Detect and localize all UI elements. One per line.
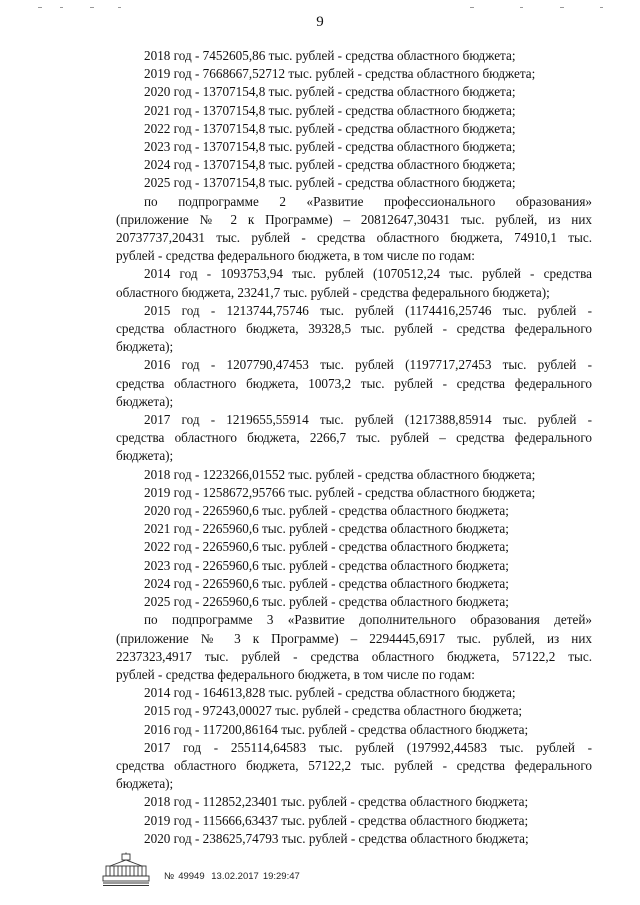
text-line: 2237323,4917 тыс. рублей - средства областного бюджета, 57122,2 тыс. — [116, 648, 592, 664]
text-line: 20737737,20431 тыс. рублей - средства областного бюджета, 74910,1 тыс. — [116, 230, 592, 246]
text-line: областного бюджета, 23241,7 тыс. рублей - средства федерального бюджета); — [116, 284, 550, 300]
text-line: 2017 год - 1219655,55914 тыс. рублей (1217388,85914 тыс. рублей - — [144, 412, 592, 428]
text-line: 2019 год - 1258672,95766 тыс. рублей - средства областного бюджета; — [144, 484, 536, 500]
text-line: 2019 год - 115666,63437 тыс. рублей - средства областного бюджета; — [144, 812, 529, 828]
text-line: бюджета); — [116, 776, 174, 792]
text-line: 2020 год - 2265960,6 тыс. рублей - средства областного бюджета; — [144, 503, 509, 519]
text-line: 2025 год - 2265960,6 тыс. рублей - средства областного бюджета; — [144, 594, 509, 610]
text-line: 2014 год - 164613,828 тыс. рублей - средства областного бюджета; — [144, 685, 516, 701]
text-line: 2020 год - 238625,74793 тыс. рублей - средства областного бюджета; — [144, 830, 529, 846]
text-line: 2019 год - 7668667,52712 тыс. рублей - средства областного бюджета; — [144, 66, 536, 82]
text-line: 2017 год - 255114,64583 тыс. рублей (197992,44583 тыс. рублей - — [144, 739, 592, 755]
text-line: бюджета); — [116, 393, 174, 409]
text-line: 2023 год - 13707154,8 тыс. рублей - средства областного бюджета; — [144, 139, 516, 155]
text-line: 2015 год - 1213744,75746 тыс. рублей (1174416,25746 тыс. рублей - — [144, 302, 592, 318]
doc-time: 19:29:47 — [262, 871, 300, 882]
text-line: 2024 год - 13707154,8 тыс. рублей - средства областного бюджета; — [144, 157, 516, 173]
page-number: 9 — [316, 14, 324, 30]
text-line: 2015 год - 97243,00027 тыс. рублей - средства областного бюджета; — [144, 703, 523, 719]
text-line: 2018 год - 1223266,01552 тыс. рублей - средства областного бюджета; — [144, 466, 536, 482]
text-line: средства областного бюджета, 39328,5 тыс. рублей - средства федерального — [116, 321, 592, 337]
text-line: 2021 год - 13707154,8 тыс. рублей - средства областного бюджета; — [144, 102, 516, 118]
text-line: 2021 год - 2265960,6 тыс. рублей - средства областного бюджета; — [144, 521, 509, 537]
doc-number: 49949 — [178, 871, 205, 882]
text-line: 2016 год - 117200,86164 тыс. рублей - средства областного бюджета; — [144, 721, 529, 737]
building-logo-icon — [100, 852, 152, 888]
text-line: средства областного бюджета, 2266,7 тыс. рублей – средства федерального — [116, 430, 592, 446]
text-line: рублей - средства федерального бюджета, в том числе по годам: — [116, 666, 475, 682]
text-line: средства областного бюджета, 10073,2 тыс. рублей - средства федерального — [116, 375, 592, 391]
text-line: бюджета); — [116, 448, 174, 464]
text-line: 2022 год - 2265960,6 тыс. рублей - средства областного бюджета; — [144, 539, 509, 555]
text-line: 2023 год - 2265960,6 тыс. рублей - средства областного бюджета; — [144, 557, 509, 573]
text-line: 2020 год - 13707154,8 тыс. рублей - средства областного бюджета; — [144, 84, 516, 100]
text-line: бюджета); — [116, 339, 174, 355]
text-line: 2025 год - 13707154,8 тыс. рублей - средства областного бюджета; — [144, 175, 516, 191]
text-line: по подпрограмме 3 «Развитие дополнительного образования детей» — [144, 612, 592, 628]
registration-stamp — [164, 871, 304, 882]
footer — [100, 848, 304, 888]
text-line: 2016 год - 1207790,47453 тыс. рублей (1197717,27453 тыс. рублей - — [144, 357, 592, 373]
text-line: 2024 год - 2265960,6 тыс. рублей - средства областного бюджета; — [144, 575, 509, 591]
document-body — [116, 47, 592, 848]
text-line: 2022 год - 13707154,8 тыс. рублей - средства областного бюджета; — [144, 120, 516, 136]
text-line: рублей - средства федерального бюджета, в том числе по годам: — [116, 248, 475, 264]
text-line: 2014 год - 1093753,94 тыс. рублей (1070512,24 тыс. рублей - средства — [144, 266, 592, 282]
doc-date: 13.02.2017 — [211, 871, 259, 882]
text-line: 2018 год - 112852,23401 тыс. рублей - средства областного бюджета; — [144, 794, 529, 810]
doc-number-prefix: № — [164, 871, 175, 882]
text-line: средства областного бюджета, 57122,2 тыс. рублей - средства федерального — [116, 757, 592, 773]
text-line: по подпрограмме 2 «Развитие профессионального образования» — [144, 193, 592, 209]
text-line: (приложение № 3 к Программе) – 2294445,6917 тыс. рублей, из них — [116, 630, 592, 646]
scan-artifact-dots — [0, 6, 640, 10]
text-line: 2018 год - 7452605,86 тыс. рублей - средства областного бюджета; — [144, 48, 516, 63]
text-line: (приложение № 2 к Программе) – 20812647,30431 тыс. рублей, из них — [116, 211, 592, 227]
